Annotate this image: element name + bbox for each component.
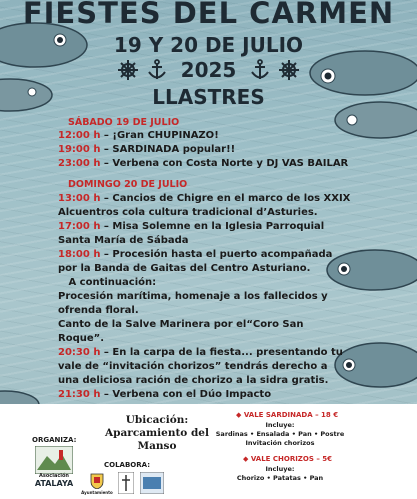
event-line: [58, 143, 235, 157]
event-text-continued: por la Banda de Gaitas del Centro Asturiano.: [58, 263, 311, 274]
event-text: – Cancios de Chigre en el marco de los XXIX: [100, 193, 351, 204]
event-time: 13:00 h: [58, 193, 101, 204]
event-text-continued: A continuación:: [58, 277, 157, 288]
asociacion-caption: Asociación: [38, 473, 69, 479]
atalaya-logo: [35, 446, 73, 474]
vale-incluye-label: Incluye:: [265, 421, 295, 429]
vale-items: Chorizo • Patatas • Pan: [236, 474, 324, 482]
ayuntamiento-shield-icon: [89, 473, 105, 489]
event-text: – Procesión hasta el puerto acompañada: [100, 249, 333, 260]
anchor-icon: [250, 59, 270, 81]
event-text: – Misa Solemne en la Iglesia Parroquial: [100, 221, 325, 232]
event-time: 20:30 h: [58, 347, 101, 358]
event-text-continued: Alcuentros cola cultura tradicional d’Asturies.: [58, 207, 318, 218]
ship-wheel-icon: [278, 59, 300, 81]
chorizo-icon: ◆: [243, 455, 251, 463]
location-line: Aparcamiento del: [105, 427, 209, 439]
ayuntamiento-caption: Ayuntamiento: [81, 490, 113, 495]
event-text-continued: una deliciosa ración de chorizo a la sidra gratis.: [58, 375, 329, 386]
location-block: [92, 414, 222, 453]
event-time: 18:00 h: [58, 249, 101, 260]
vale-incluye-label: Incluye:: [265, 465, 295, 473]
sardine-icon: ◆: [236, 411, 244, 419]
event-line: [58, 346, 343, 360]
location-label: Ubicación:: [125, 414, 189, 426]
event-line: [58, 248, 332, 262]
year-row: [0, 58, 417, 82]
sponsor-logo: [118, 472, 134, 494]
event-text: – Verbena con Costa Norte y DJ VAS BAILAR: [100, 158, 349, 169]
event-text: – Verbena con el Dúo Impacto: [100, 389, 272, 400]
event-line: [58, 157, 348, 171]
vale-items: Sardinas • Ensalada • Pan • Postre: [215, 430, 345, 438]
vale-sardinada-title: [236, 411, 338, 419]
event-line: [58, 129, 219, 143]
asociacion-name: ATALAYA: [34, 479, 74, 488]
vale-extra: Invitación chorizos: [245, 439, 315, 447]
event-text-continued: ofrenda floral.: [58, 305, 139, 316]
event-line: [58, 192, 350, 206]
event-text-continued: Procesión marítima, homenaje a los fallecidos y: [58, 291, 328, 302]
event-time: 12:00 h: [58, 130, 101, 141]
event-text-continued: Canto de la Salve Marinera por el“Coro San: [58, 319, 304, 330]
event-line: [58, 388, 271, 402]
event-line: [58, 220, 324, 234]
location-line: Manso: [137, 440, 177, 452]
event-time: 21:30 h: [58, 389, 101, 400]
event-text-continued: vale de “invitación chorizos” tendrás derecho a: [58, 361, 328, 372]
event-text-continued: Santa María de Sábada: [58, 235, 189, 246]
event-time: 17:00 h: [58, 221, 101, 232]
ship-wheel-icon: [117, 59, 139, 81]
event-text: – SARDINADA popular!!: [100, 144, 236, 155]
saturday-heading: SÁBADO 19 DE JULIO: [68, 117, 180, 128]
vale-chorizos-title: [243, 455, 332, 463]
event-text: – En la carpa de la fiesta... presentando tu: [100, 347, 343, 358]
vale-title-text: VALE SARDINADA – 18 €: [243, 411, 339, 419]
poster-dates: 19 Y 20 DE JULIO: [113, 33, 304, 57]
poster-year: 2025: [180, 58, 237, 82]
organiza-label: ORGANIZA:: [32, 436, 77, 444]
anchor-icon: [147, 59, 167, 81]
poster-place: LLASTRES: [152, 85, 265, 109]
sunday-heading: DOMINGO 20 DE JULIO: [68, 179, 188, 190]
poster-title: FIESTES DEL CARMEN: [22, 0, 395, 30]
colabora-label: COLABORA:: [104, 461, 150, 469]
event-time: 19:00 h: [58, 144, 101, 155]
event-time: 23:00 h: [58, 158, 101, 169]
event-text-continued: Roque”.: [58, 333, 105, 344]
vale-title-text: VALE CHORIZOS – 5€: [250, 455, 332, 463]
sponsor-logo: [140, 472, 164, 494]
event-text: – ¡Gran CHUPINAZO!: [100, 130, 219, 141]
